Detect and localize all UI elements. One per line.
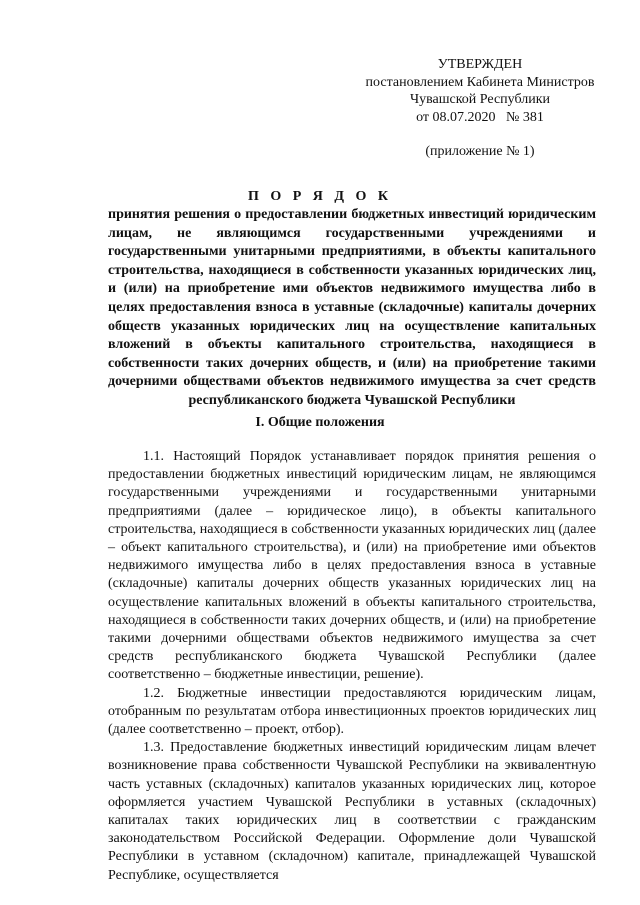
approval-line-date-number: от 08.07.2020 № 381	[416, 109, 544, 125]
paragraph-1-3: 1.3. Предоставление бюджетных инвестиций юридическим лицам влечет возникновение права собственности Чувашской Республики на эквивалентную часть уставных (складочных) капиталов указанных юридических лиц, которое оформляется участием Чувашской Республики в уставных (складочных) капиталах таких юридических лиц в соответствии с гражданским законодательством Российской Федерации. Оформление доли Чувашской Республики в уставном (складочном) капитале, принадлежащей Чувашской Республике, осуществляется	[108, 740, 596, 883]
paragraph-1-1: 1.1. Настоящий Порядок устанавливает порядок принятия решения о предоставлении бюджетных инвестиций юридическим лицам, не являющимся государственными учреждениями и государственными унитарными предприятиями (далее – юридическое лицо), в объекты капитального строительства, находящиеся в собственности указанных юридических лиц (далее – объект капитального строительства), и (или) на приобретение ими объектов недвижимого имущества либо в целях предоставления взноса в уставные (складочные) капиталы дочерних обществ указанных юридических лиц на осуществление капитальных вложений в объекты капитального строительства, находящиеся в собственности таких дочерних обществ, и (или) на приобретение такими дочерними обществами объектов недвижимого имущества за счет средств республиканского бюджета Чувашской Республики (далее соответственно – бюджетные инвестиции, решение).	[108, 449, 596, 683]
approval-line-resolution: постановлением Кабинета Министров	[365, 74, 595, 90]
document-title: П О Р Я Д О К	[247, 189, 393, 204]
approval-stamp	[360, 56, 600, 161]
paragraph-1-2: 1.2. Бюджетные инвестиции предоставляются юридическим лицам, отобранным по результатам отбора инвестиционных проектов юридических лиц (далее соответственно – проект, отбор).	[108, 685, 596, 738]
document-body	[108, 448, 596, 885]
document-subtitle: принятия решения о предоставлении бюджетных инвестиций юридическим лицам, не являющимся государственными учреждениями и государственными унитарными предприятиями, в объекты капитального строительства, находящиеся в собственности указанных юридических лиц, и (или) на приобретение ими объектов недвижимого имущества либо в целях предоставления взноса в уставные (складочные) капиталы дочерних обществ указанных юридических лиц на осуществление капитальных вложений в объекты капитального строительства, находящиеся в собственности таких дочерних обществ, и (или) на приобретение такими дочерними обществами объектов недвижимого имущества за счет средств республиканского бюджета Чувашской Республики	[108, 207, 596, 408]
approval-line-approved: УТВЕРЖДЕН	[437, 57, 523, 72]
section-heading: I. Общие положения	[255, 415, 385, 430]
approval-line-republic: Чувашской Республики	[409, 92, 551, 107]
appendix-label: (приложение № 1)	[425, 144, 535, 159]
